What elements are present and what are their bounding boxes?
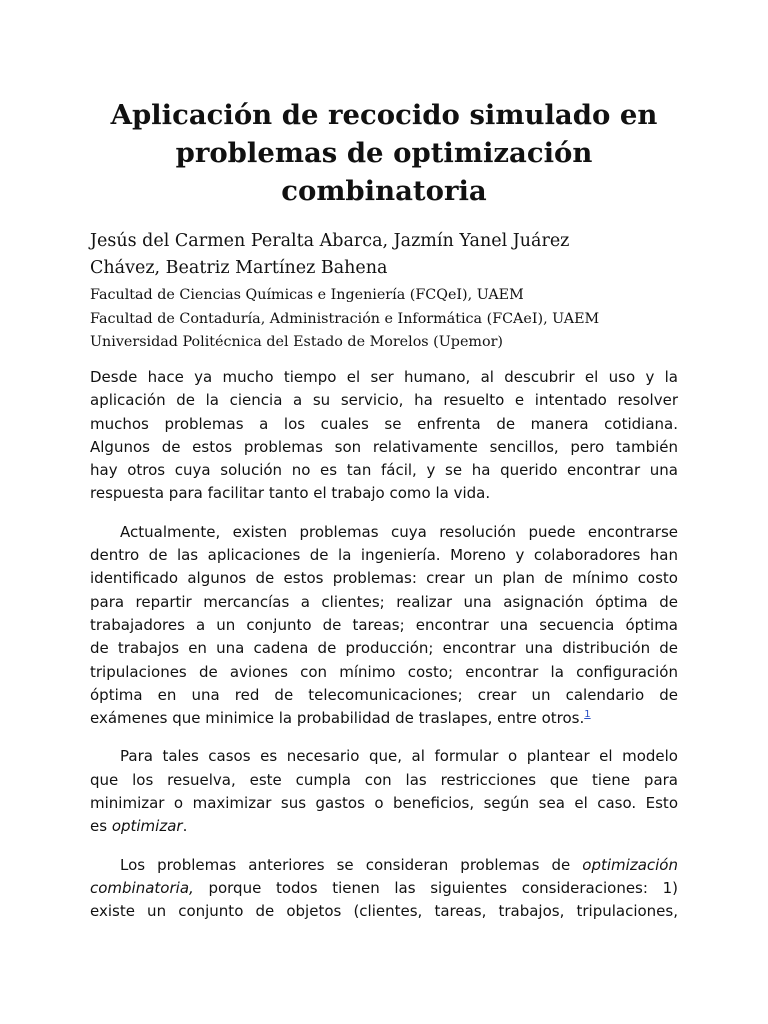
text-segment: .	[182, 817, 188, 836]
affiliation: Facultad de Contaduría, Administración e Informática (FCAeI), UAEM	[90, 310, 600, 327]
text-line: de trabajos en una cadena de producción; encontrar una distribución de	[90, 639, 678, 658]
authors	[90, 228, 690, 282]
text-line	[90, 707, 678, 730]
footnote-link[interactable]: 1	[584, 709, 591, 721]
paragraph-3	[90, 745, 678, 838]
authors-line: Chávez, Beatriz Martínez Bahena	[90, 258, 388, 278]
affiliation: Universidad Politécnica del Estado de Morelos (Upemor)	[90, 334, 503, 350]
text-line: que los resuelva, este cumpla con las restricciones que tiene para	[90, 770, 678, 789]
page-title	[90, 96, 678, 210]
text-segment: porque todos tienen las siguientes consideraciones: 1)	[193, 878, 678, 897]
italic-term: optimización	[582, 855, 678, 874]
text-segment: Los problemas anteriores se consideran problemas de	[120, 855, 583, 874]
text-line: óptima en una red de telecomunicaciones; crear un calendario de	[90, 685, 678, 704]
text-line: trabajadores a un conjunto de tareas; encontrar una secuencia óptima	[90, 615, 678, 634]
text-line: Algunos de estos problemas son relativamente sencillos, pero también	[90, 437, 678, 456]
text-line: tripulaciones de aviones con mínimo costo; encontrar la configuración	[90, 662, 678, 681]
title-line: problemas de optimización	[175, 137, 593, 169]
title-line: combinatoria	[281, 175, 487, 207]
text-line: aplicación de la ciencia a su servicio, ha resuelto e intentado resolver	[90, 391, 678, 410]
text-line: muchos problemas a los cuales se enfrenta de manera cotidiana.	[90, 414, 678, 433]
text-line: Para tales casos es necesario que, al formular o plantear el modelo	[120, 747, 678, 766]
text-line: identificado algunos de estos problemas: crear un plan de mínimo costo	[90, 569, 678, 588]
text-segment: exámenes que minimice la probabilidad de traslapes, entre otros.	[90, 709, 585, 728]
text-line: existe un conjunto de objetos (clientes, tareas, trabajos, tripulaciones,	[90, 902, 678, 921]
text-line	[90, 854, 678, 877]
text-line: respuesta para facilitar tanto el trabajo como la vida.	[90, 484, 491, 503]
italic-term: combinatoria,	[90, 878, 194, 897]
paragraph-4	[90, 854, 678, 924]
paragraph-2	[90, 521, 678, 731]
text-line	[90, 815, 678, 838]
affiliations	[90, 284, 690, 355]
text-line	[90, 877, 678, 900]
affiliation: Facultad de Ciencias Químicas e Ingeniería (FCQeI), UAEM	[90, 287, 524, 303]
text-line: Desde hace ya mucho tiempo el ser humano, al descubrir el uso y la	[90, 368, 678, 386]
body-text	[90, 366, 678, 939]
text-line: hay otros cuya solución no es tan fácil, y se ha querido encontrar una	[90, 461, 678, 480]
text-segment: es	[90, 817, 112, 836]
text-line: para repartir mercancías a clientes; realizar una asignación óptima de	[90, 592, 678, 611]
title-line: Aplicación de recocido simulado en	[110, 99, 658, 131]
authors-line: Jesús del Carmen Peralta Abarca, Jazmín Yanel Juárez	[90, 231, 570, 251]
text-line: minimizar o maximizar sus gastos o beneficios, según sea el caso. Esto	[90, 794, 678, 813]
paragraph-1	[90, 366, 678, 506]
text-line: Actualmente, existen problemas cuya resolución puede encontrarse	[120, 522, 678, 541]
italic-term: optimizar	[111, 817, 183, 836]
text-line: dentro de las aplicaciones de la ingeniería. Moreno y colaboradores han	[90, 546, 678, 565]
